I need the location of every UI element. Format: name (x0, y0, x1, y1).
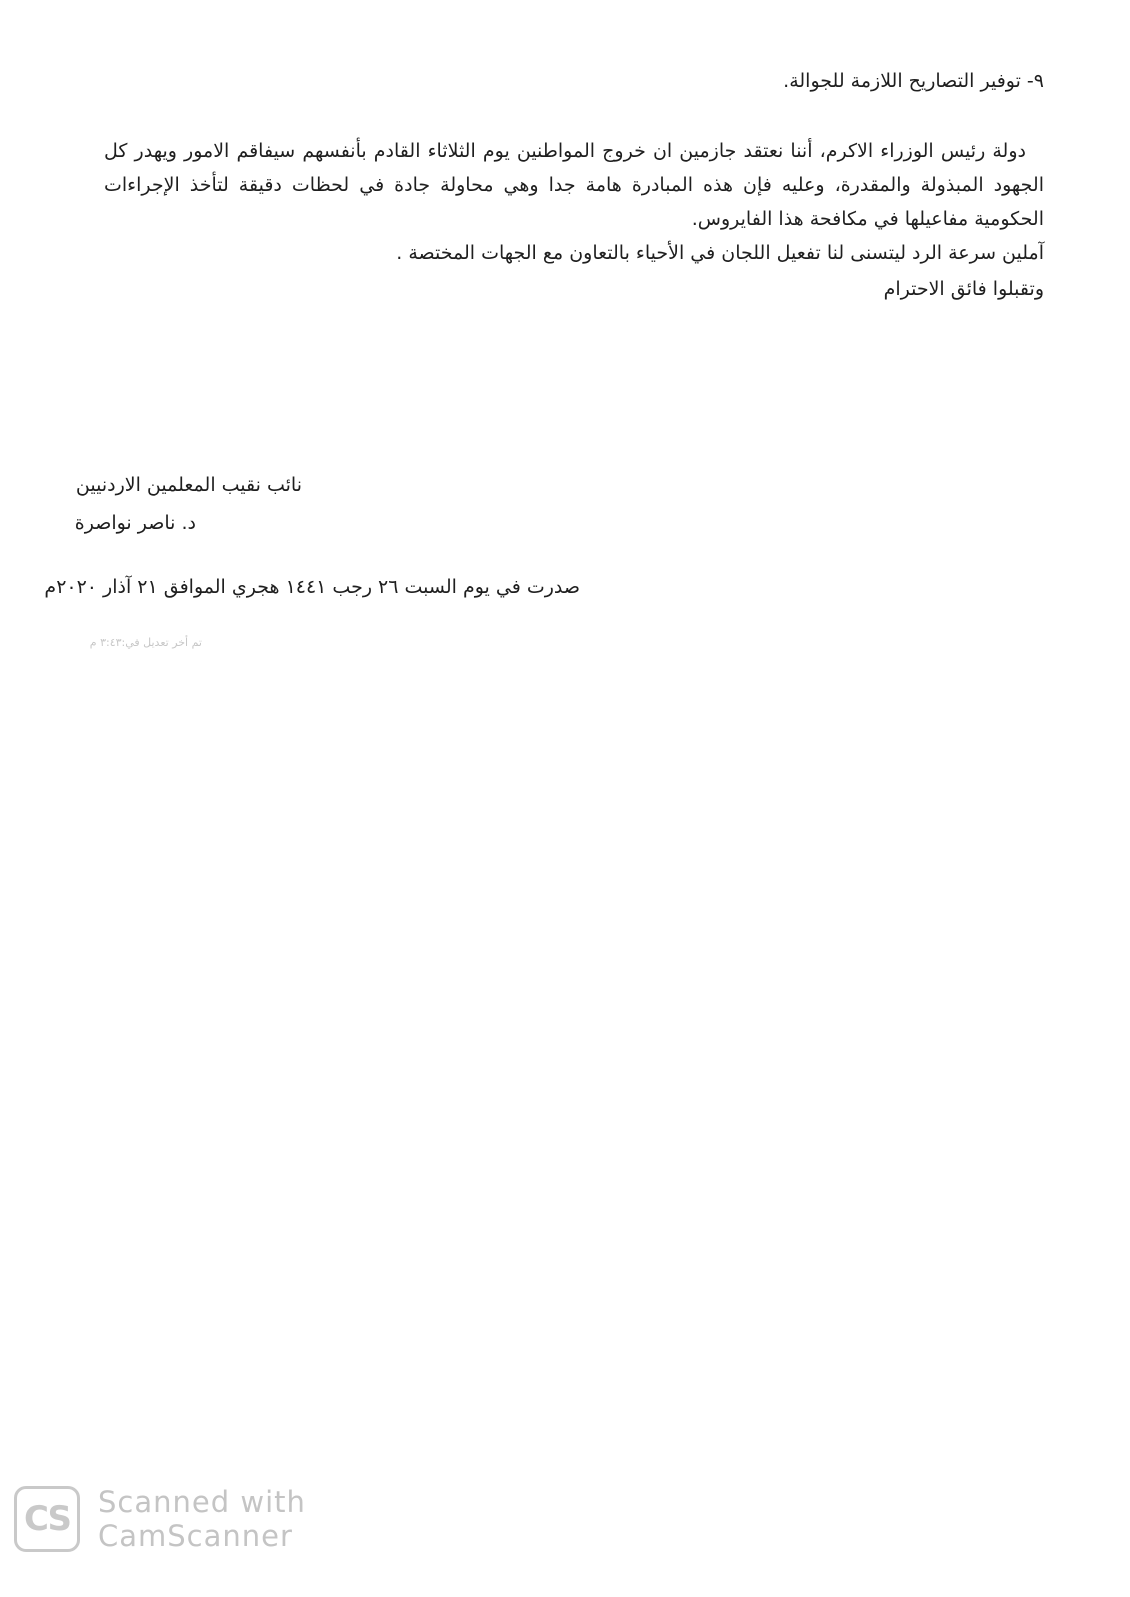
item-9-text: ٩- توفير التصاريح اللازمة للجوالة. (783, 70, 1044, 92)
last-modified-note: تم أخر تعديل في:٣:٤٣ م (89, 636, 202, 649)
watermark-line-2: CamScanner (98, 1519, 293, 1553)
watermark-text (98, 1485, 306, 1553)
body-paragraph-text: دولة رئيس الوزراء الاكرم، أننا نعتقد جازمين ان خروج المواطنين يوم الثلاثاء القادم بأنفسهم سيفاقم الامور ويهدر كل الجهود المبذولة والمقدرة، وعليه فإن هذه المبادرة هامة جدا وهي محاولة جادة في لحظات دقيقة لتأخذ الإجراءات الحكومية مفاعيلها في مكافحة هذا الفايروس. (104, 140, 1044, 230)
camscanner-logo-icon: CS (14, 1486, 80, 1552)
issue-date-line: صدرت في يوم السبت ٢٦ رجب ١٤٤١ هجري الموافق ٢١ آذار ٢٠٢٠م (44, 576, 580, 598)
camscanner-watermark (14, 1483, 306, 1555)
watermark-line-1: Scanned with (98, 1485, 306, 1519)
regards-line: وتقبلوا فائق الاحترام (883, 278, 1044, 300)
body-paragraph (104, 134, 1044, 236)
hope-line: آملين سرعة الرد ليتسنى لنا تفعيل اللجان في الأحياء بالتعاون مع الجهات المختصة . (396, 242, 1044, 264)
signature-name: د. ناصر نواصرة (74, 512, 196, 534)
signature-title: نائب نقيب المعلمين الاردنيين (75, 474, 302, 496)
